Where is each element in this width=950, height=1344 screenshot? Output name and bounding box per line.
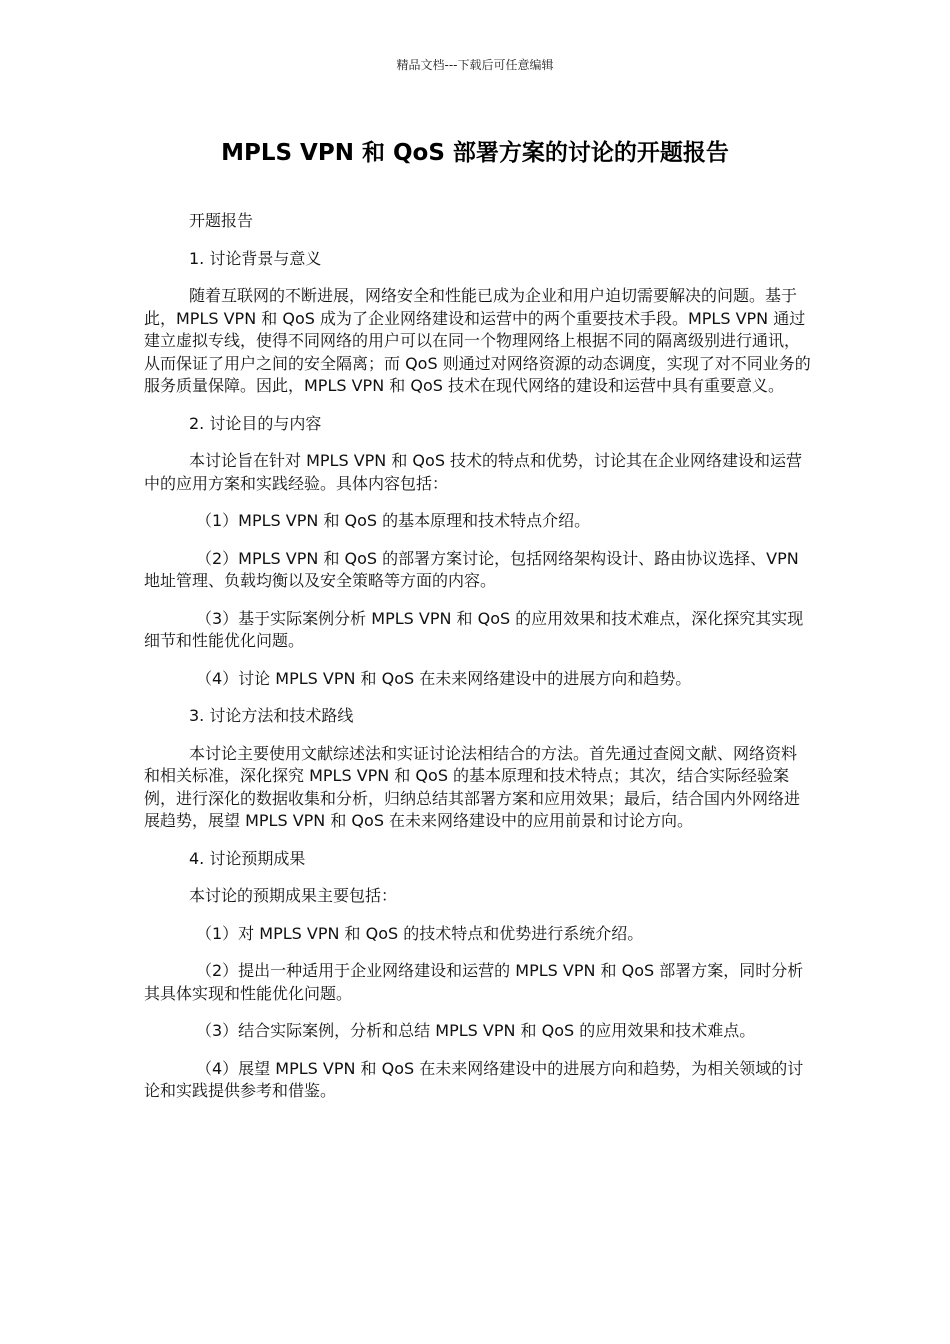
list-item: （2）提出一种适用于企业网络建设和运营的 MPLS VPN 和 QoS 部署方案，同时分析其具体实现和性能优化问题。 xyxy=(144,961,804,1003)
list-item: （2）MPLS VPN 和 QoS 的部署方案讨论，包括网络架构设计、路由协议选择、VPN 地址管理、负载均衡以及安全策略等方面的内容。 xyxy=(144,548,799,590)
section-heading-2: 2. 讨论目的与内容 xyxy=(189,413,322,433)
list-item: （3）结合实际案例，分析和总结 MPLS VPN 和 QoS 的应用效果和技术难点。 xyxy=(196,1021,756,1040)
body-paragraph: 随着互联网的不断进展，网络安全和性能已成为企业和用户迫切需要解决的问题。基于此，MPLS VPN 和 QoS 成为了企业网络建设和运营中的两个重要技术手段。MPLS VPN 通过建立虚拟专线，使得不同网络的用户可以在同一个物理网络上根据不同的隔离级别进行通讯，从而保证了用户之间的安全隔离；而 QoS 则通过对网络资源的动态调度，实现了对不同业务的服务质量保障。因此，MPLS VPN 和 QoS 技术在现代网络的建设和运营中具有重要意义。 xyxy=(144,286,811,395)
body-paragraph: 本讨论主要使用文献综述法和实证讨论法相结合的方法。首先通过查阅文献、网络资料和相关标准，深化探究 MPLS VPN 和 QoS 的基本原理和技术特点；其次，结合实际经验案例，进行深化的数据收集和分析，归纳总结其部署方案和应用效果；最后，结合国内外网络进展趋势，展望 MPLS VPN 和 QoS 在未来网络建设中的应用前景和讨论方向。 xyxy=(144,743,801,830)
section-heading-3: 3. 讨论方法和技术路线 xyxy=(189,706,354,725)
section-label: 开题报告 xyxy=(189,211,254,230)
document-body xyxy=(144,210,812,1118)
body-paragraph: 本讨论的预期成果主要包括： xyxy=(189,886,398,905)
section-heading-1: 1. 讨论背景与意义 xyxy=(189,248,322,268)
list-item: （1）MPLS VPN 和 QoS 的基本原理和技术特点介绍。 xyxy=(196,511,591,530)
list-item: （1）对 MPLS VPN 和 QoS 的技术特点和优势进行系统介绍。 xyxy=(196,923,644,943)
section-heading-4: 4. 讨论预期成果 xyxy=(189,848,306,868)
list-item: （3）基于实际案例分析 MPLS VPN 和 QoS 的应用效果和技术难点，深化探究其实现细节和性能优化问题。 xyxy=(144,608,804,650)
document-title: MPLS VPN 和 QoS 部署方案的讨论的开题报告 xyxy=(221,140,729,166)
list-item: （4）展望 MPLS VPN 和 QoS 在未来网络建设中的进展方向和趋势，为相关领域的讨论和实践提供参考和借鉴。 xyxy=(144,1058,804,1100)
page-header: 精品文档---下载后可任意编辑 xyxy=(396,58,554,72)
body-paragraph: 本讨论旨在针对 MPLS VPN 和 QoS 技术的特点和优势，讨论其在企业网络建设和运营中的应用方案和实践经验。具体内容包括： xyxy=(144,451,803,493)
list-item: （4）讨论 MPLS VPN 和 QoS 在未来网络建设中的进展方向和趋势。 xyxy=(196,668,692,688)
